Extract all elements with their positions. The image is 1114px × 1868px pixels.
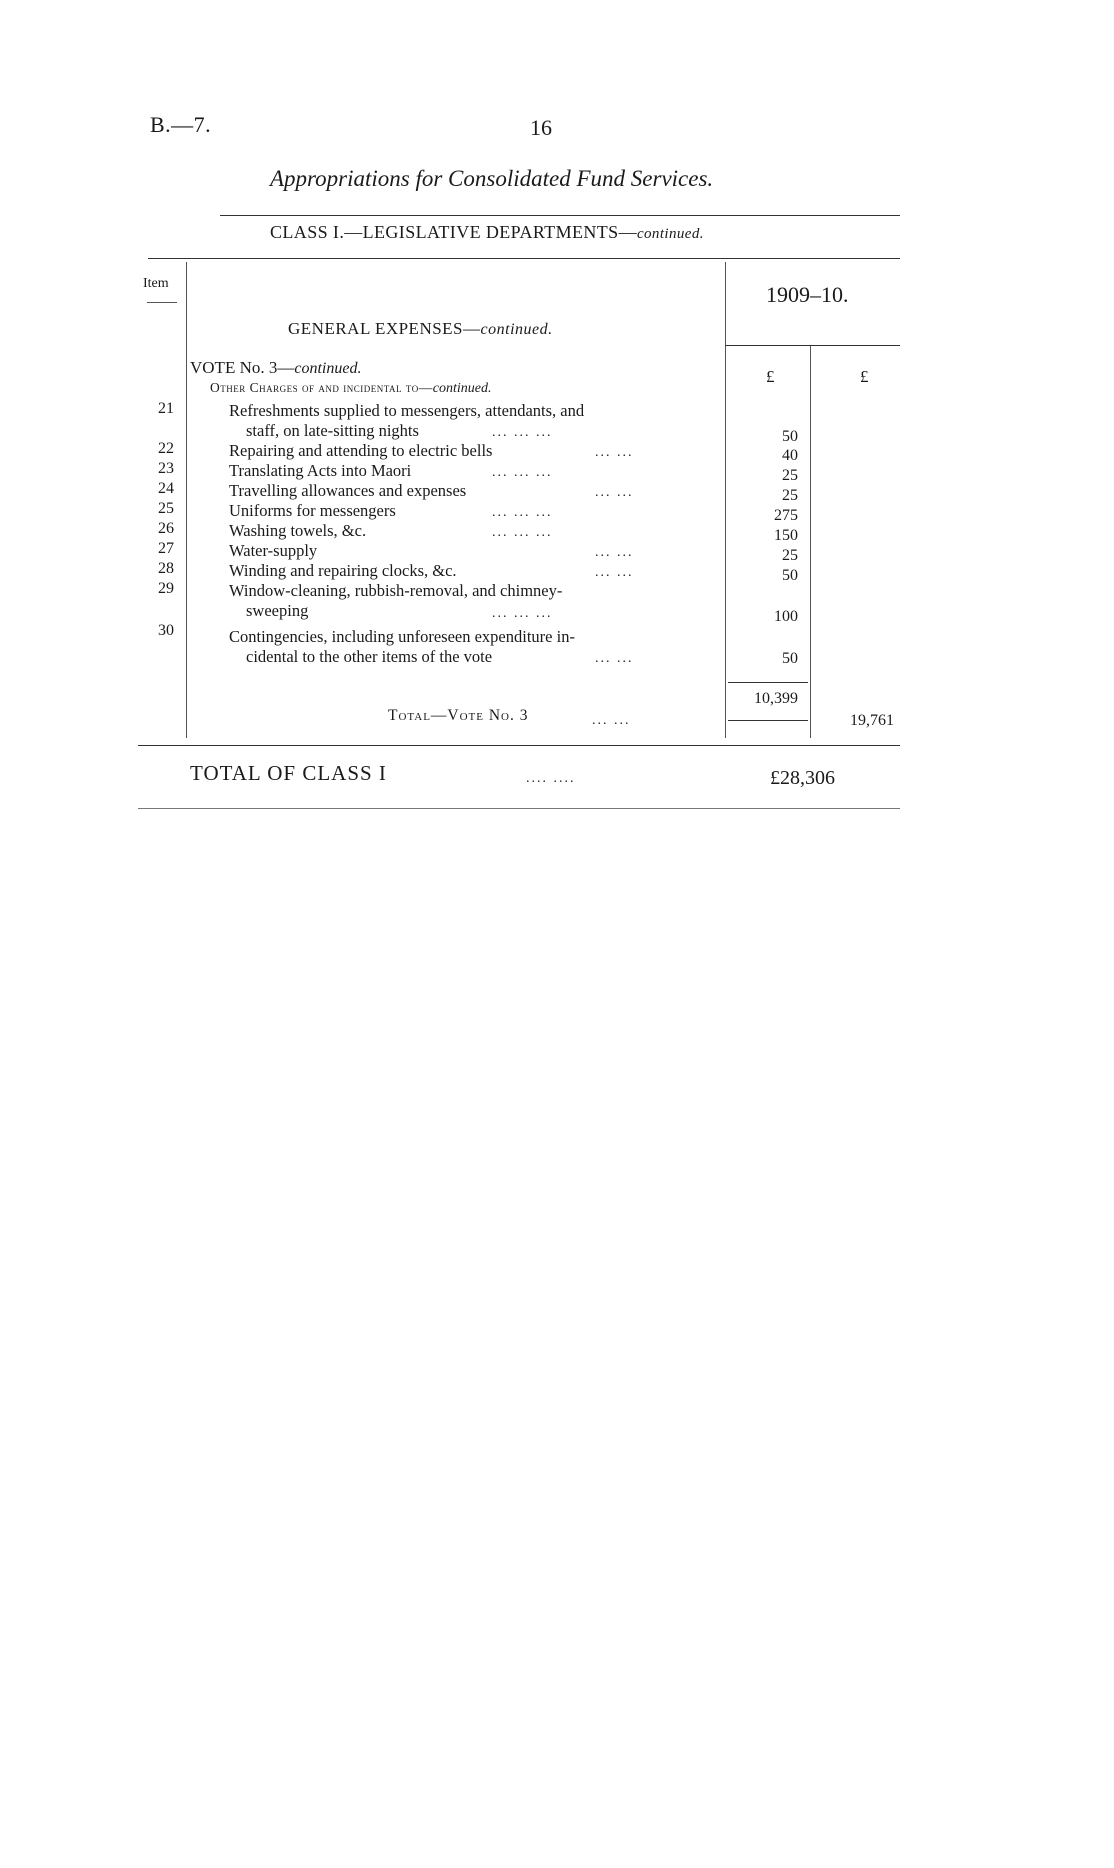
section-heading-continued: continued. <box>480 321 553 338</box>
item-description-continuation: staff, on late-sitting nights <box>246 421 419 440</box>
item-description: Repairing and attending to electric bells <box>229 441 493 460</box>
item-amount: 150 <box>774 527 798 544</box>
leader-dots: ... ... <box>595 485 634 500</box>
leader-dots: ... ... ... <box>492 465 553 480</box>
leader-dots: ... ... ... <box>492 505 553 520</box>
year-column-header: 1909–10. <box>766 282 849 307</box>
leader-dots: ... ... <box>595 545 634 560</box>
vote-heading <box>190 358 361 378</box>
item-amount: 40 <box>782 447 798 464</box>
title-rule <box>220 215 900 216</box>
leader-dots: ... ... <box>592 713 631 728</box>
item-description: Uniforms for messengers <box>229 501 396 520</box>
charges-subheading-text: Other Charges of and incidental to— <box>210 380 433 395</box>
leader-dots: ... ... ... <box>492 606 553 621</box>
year-header-rule <box>725 345 900 346</box>
item-column-header: Item <box>143 276 169 291</box>
item-number: 29 <box>158 580 174 597</box>
leader-dots: ... ... <box>595 565 634 580</box>
item-number: 23 <box>158 460 174 477</box>
item-amount: 25 <box>782 487 798 504</box>
item-amount: 50 <box>782 567 798 584</box>
section-heading <box>288 319 553 339</box>
total-vote-label: Total—Vote No. 3 <box>388 707 529 724</box>
item-number: 22 <box>158 440 174 457</box>
item-description: Washing towels, &c. <box>229 521 367 540</box>
page-title: Appropriations for Consolidated Fund Services. <box>270 166 714 191</box>
item-number: 21 <box>158 400 174 417</box>
item-amount: 100 <box>774 608 798 625</box>
item-description-continuation: sweeping <box>246 601 309 620</box>
table-bottom-rule <box>138 745 900 746</box>
page-number: 16 <box>530 115 552 140</box>
class-total-amount: £28,306 <box>770 767 835 789</box>
currency-symbol-totals: £ <box>860 367 869 386</box>
class-total-label: TOTAL OF CLASS I <box>190 761 387 785</box>
subtotal-under-rule <box>728 720 808 721</box>
item-description-continuation: cidental to the other items of the vote <box>246 647 493 666</box>
item-number: 24 <box>158 480 174 497</box>
class-total-rule <box>138 808 900 809</box>
item-amount: 275 <box>774 507 798 524</box>
item-amount: 50 <box>782 428 798 445</box>
leader-dots: ... ... <box>595 651 634 666</box>
item-number: 25 <box>158 500 174 517</box>
class-heading <box>270 222 704 243</box>
amount-column-divider <box>810 345 811 738</box>
item-column-divider <box>186 262 187 738</box>
charges-subheading <box>210 380 491 397</box>
vote-heading-text: VOTE No. 3— <box>190 358 295 377</box>
table-top-rule <box>148 258 900 259</box>
item-number: 30 <box>158 622 174 639</box>
item-description: Water-supply <box>229 541 318 560</box>
charges-subheading-continued: continued. <box>432 381 492 396</box>
class-heading-continued: continued. <box>636 226 704 242</box>
total-vote-amount: 19,761 <box>850 712 894 729</box>
item-description: Contingencies, including unforeseen expenditure in- <box>229 627 575 646</box>
section-heading-text: GENERAL EXPENSES— <box>288 319 481 338</box>
item-description: Translating Acts into Maori <box>229 461 412 480</box>
leader-dots: .... .... <box>526 771 576 786</box>
leader-dots: ... ... ... <box>492 525 553 540</box>
item-description: Winding and repairing clocks, &c. <box>229 561 457 580</box>
description-column-divider <box>725 262 726 738</box>
document-reference: B.—7. <box>150 112 212 137</box>
subtotal-rule <box>728 682 808 683</box>
leader-dots: ... ... <box>595 445 634 460</box>
item-amount: 50 <box>782 650 798 667</box>
item-description: Travelling allowances and expenses <box>229 481 467 500</box>
item-description: Window-cleaning, rubbish-removal, and chimney- <box>229 581 563 600</box>
item-number: 28 <box>158 560 174 577</box>
leader-dots: ... ... ... <box>492 425 553 440</box>
item-description: Refreshments supplied to messengers, attendants, and <box>229 401 585 420</box>
class-heading-text: CLASS I.—LEGISLATIVE DEPARTMENTS— <box>270 222 637 242</box>
vote-heading-continued: continued. <box>294 360 362 377</box>
currency-symbol-items: £ <box>766 367 775 386</box>
item-header-underline <box>147 302 177 303</box>
item-number: 26 <box>158 520 174 537</box>
item-number: 27 <box>158 540 174 557</box>
item-amount: 25 <box>782 467 798 484</box>
vote-subtotal: 10,399 <box>754 690 798 707</box>
item-amount: 25 <box>782 547 798 564</box>
